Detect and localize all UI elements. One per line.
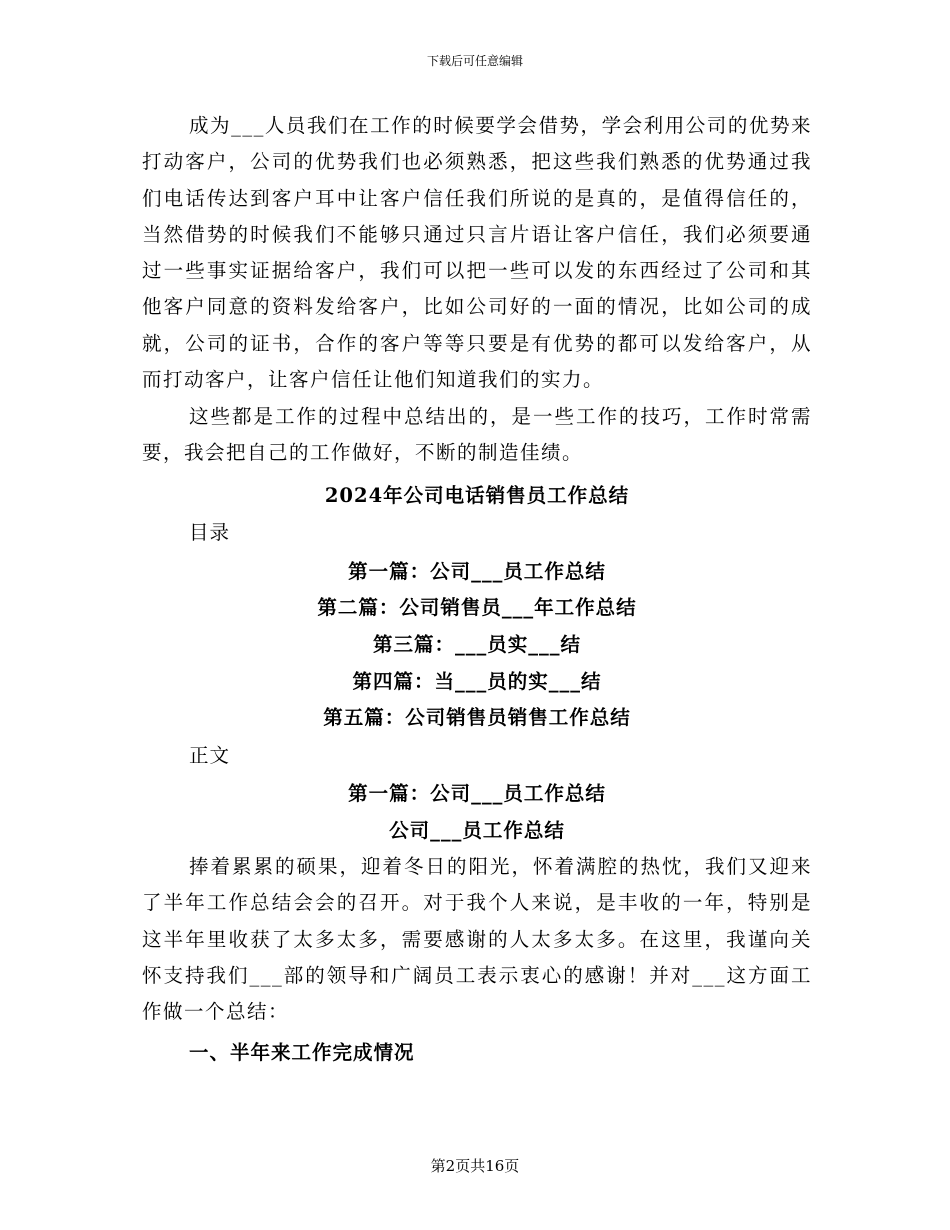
document-title: 2024年公司电话销售员工作总结: [324, 484, 630, 507]
body-label: 正文: [189, 744, 231, 767]
section-subtitle: 公司___员工作总结: [389, 819, 565, 842]
section-title: 第一篇：公司___员工作总结: [348, 782, 606, 805]
page-footer: 第2页共16页: [430, 1157, 520, 1175]
paragraph-2: 这些都是工作的过程中总结出的，是一些工作的技巧，工作时常需要，我会把自己的工作做好，不断的制造佳绩。: [142, 405, 812, 465]
toc-label: 目录: [189, 521, 231, 544]
toc-item-2: 第二篇：公司销售员___年工作总结: [317, 596, 637, 619]
toc-item-1: 第一篇：公司___员工作总结: [348, 560, 606, 583]
toc-item-3: 第三篇：___员实___结: [372, 633, 581, 656]
page-header: 下载后可任意编辑: [426, 54, 523, 68]
paragraph-1: 成为___人员我们在工作的时候要学会借势，学会利用公司的优势来打动客户，公司的优势我们也必须熟悉，把这些我们熟悉的优势通过我们电话传达到客户耳中让客户信任我们所说的是真的，是值得信任的，当然借势的时候我们不能够只通过只言片语让客户信任，我们必须要通过一些事实证据给客户，我们可以把一些可以发的东西经过了公司和其他客户同意的资料发给客户，比如公司好的一面的情况，比如公司的成就，公司的证书，合作的客户等等只要是有优势的都可以发给客户，从而打动客户，让客户信任让他们知道我们的实力。: [142, 114, 812, 392]
toc-item-5: 第五篇：公司销售员销售工作总结: [323, 706, 631, 729]
paragraph-3: 捧着累累的硕果，迎着冬日的阳光，怀着满腔的热忱，我们又迎来了半年工作总结会会的召开。对于我个人来说，是丰收的一年，特别是这半年里收获了太多太多，需要感谢的人太多太多。在这里，我谨向关怀支持我们___部的领导和广阔员工表示衷心的感谢！并对___这方面工作做一个总结：: [142, 855, 812, 1024]
section-heading-1: 一、半年来工作完成情况: [189, 1041, 415, 1064]
toc-item-4: 第四篇：当___员的实___结: [352, 670, 602, 693]
